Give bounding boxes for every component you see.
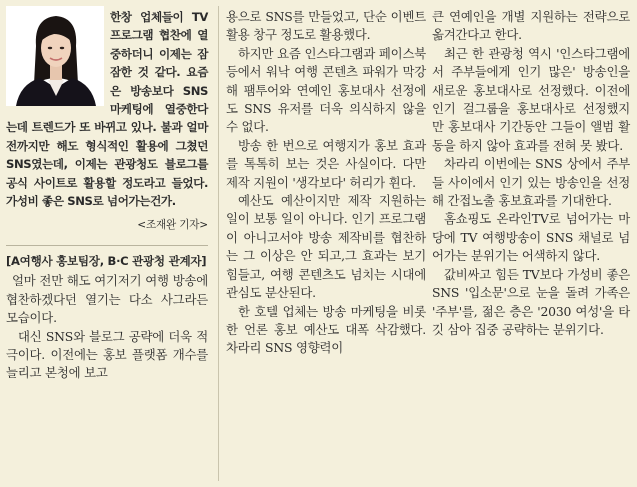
reporter-photo [6, 6, 104, 106]
paragraph: 한 호텔 업체는 방송 마케팅을 비롯한 언론 홍보 예산도 대폭 삭감했다. 차라리 SNS 영향력이 [226, 303, 426, 356]
intro-question: 한창 업체들이 TV프로그램 협찬에 열중하더니 이제는 잠잠한 것 같다. 요즘은 방송보다 SNS 마케팅에 열중한다는데 트렌드가 또 바뀌고 있나. 불과 얼마 전까지만 해도 형식적인 활용에 그쳤던 SNS였는데, 이제는 관광청도 블로그를 공식 사이트로 활용할 정도라고 들었다. 가성비 좋은 SNS로 넘어가는건가. [6, 10, 208, 209]
paragraph: 하지만 요즘 인스타그램과 페이스북 등에서 워낙 여행 콘텐츠 파워가 막강해 팸투어와 연예인 홍보대사 선정에도 SNS 유저를 더욱 의식하지 않을 수 없다. [226, 45, 426, 135]
paragraph: 큰 연예인을 개별 지원하는 전략으로 옮겨간다고 한다. [432, 9, 630, 43]
column-1 [6, 8, 208, 383]
paragraph: 용으로 SNS를 만들었고, 단순 이벤트 활용 창구 정도로 활용했다. [226, 9, 426, 43]
byline: <조재완 기자> [137, 219, 208, 232]
paragraph: 예산도 예산이지만 제작 지원하는 일이 보통 일이 아니다. 인기 프로그램이 아니고서야 방송 제작비를 협찬하는 그 이상은 안 되고,그 효과는 보기 힘들고, 여행 콘텐츠도 넘치는 시대에 관심도 분산된다. [226, 193, 426, 301]
paragraph: 대신 SNS와 블로그 공략에 더욱 적극이다. 이전에는 홍보 플랫폼 개수를 늘리고 본청에 보고 [6, 328, 208, 381]
paragraph: 최근 한 관광청 역시 '인스타그램에서 주부들에게 인기 많은' 방송인을 새로운 홍보대사로 선정했다. 이전에 인기 걸그룹을 홍보대사로 선정했지만 홍보대사 기간동안 그들이 앨범 활동을 하지 않아 효과를 전혀 못 봤다. [432, 45, 630, 153]
column-2 [226, 8, 426, 358]
paragraph: 값비싸고 힘든 TV보다 가성비 좋은 SNS '입소문'으로 눈을 돌려 가족은 '주부'를, 젊은 층은 '2030 여성'을 타깃 삼아 집중 공략하는 분위기다. [432, 266, 630, 337]
column-divider [218, 6, 219, 481]
paragraph: 홈쇼핑도 온라인TV로 넘어가는 마당에 TV 여행방송이 SNS 채널로 넘어가는 분위기는 어색하지 않다. [432, 211, 630, 264]
column-3 [432, 8, 630, 339]
paragraph: 방송 한 번으로 여행지가 홍보 효과를 톡톡히 보는 것은 사실이다. 다만 제작 지원이 '생각보다' 허리가 휜다. [226, 137, 426, 190]
section-rule [6, 245, 208, 246]
answer-header: [A여행사 홍보팀장, B·C 관광청 관계자] [6, 253, 207, 268]
paragraph: 차라리 이번에는 SNS 상에서 주부들 사이에서 인기 있는 방송인을 선정해 간접노출 홍보효과를 기대한다. [432, 156, 630, 209]
paragraph: 얼마 전만 해도 여기저기 여행 방송에 협찬하겠다던 열기는 다소 사그라든 모습이다. [6, 273, 208, 326]
